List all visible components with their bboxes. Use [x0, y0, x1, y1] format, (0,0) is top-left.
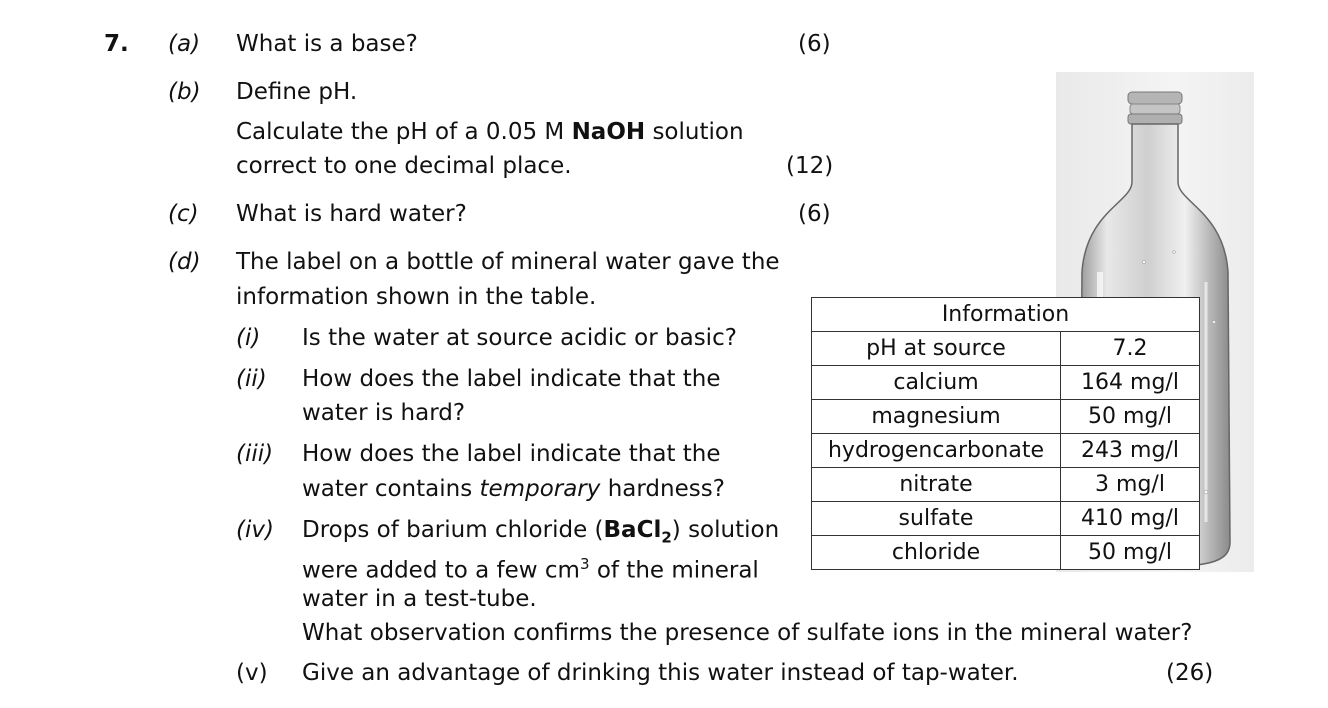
- table-cell-value: 50 mg/l: [1061, 400, 1200, 434]
- part-d-iv-text-1: [302, 516, 779, 552]
- part-d-iv-label: [236, 516, 274, 544]
- part-a-label: [168, 30, 200, 58]
- table-cell-key: magnesium: [812, 400, 1061, 434]
- part-d-i-text: Is the water at source acidic or basic?: [302, 325, 737, 351]
- part-d-label-text: (d): [168, 249, 201, 275]
- part-d-ii-label-text: (ii): [236, 366, 267, 392]
- part-d-ii-text-2: water is hard?: [302, 400, 466, 426]
- part-a-marks: (6): [798, 31, 831, 57]
- part-d-iv-text-1-post: ) solution: [671, 517, 780, 543]
- part-d-i-label-text: (i): [236, 325, 261, 351]
- table-row: [812, 502, 1200, 536]
- part-d-text-1: The label on a bottle of mineral water gave the: [236, 249, 780, 275]
- part-d-label: [168, 248, 201, 276]
- part-c-text: What is hard water?: [236, 201, 467, 227]
- part-d-i-label: [236, 324, 260, 352]
- part-b-text-1: Define pH.: [236, 79, 358, 105]
- table-cell-key: sulfate: [812, 502, 1061, 536]
- part-d-v-marks: (26): [1166, 660, 1214, 686]
- table-cell-value: 3 mg/l: [1061, 468, 1200, 502]
- bacl2-formula-base: BaCl: [603, 517, 662, 543]
- table-cell-value: 50 mg/l: [1061, 536, 1200, 570]
- part-b-text-2-pre: Calculate the pH of a 0.05 M: [236, 119, 572, 145]
- part-d-iv-text-2-pre: were added to a few cm: [302, 557, 580, 584]
- part-d-iv-text-2-post: of the mineral: [589, 557, 759, 584]
- table-cell-value: 410 mg/l: [1061, 502, 1200, 536]
- table-row: [812, 366, 1200, 400]
- table-cell-value: 7.2: [1061, 332, 1200, 366]
- naoh-formula: NaOH: [571, 119, 646, 145]
- part-d-iii-text-2: [302, 475, 725, 503]
- table-row: [812, 468, 1200, 502]
- table-cell-key: chloride: [812, 536, 1061, 570]
- part-d-iv-text-3: water in a test-tube.: [302, 586, 537, 612]
- part-d-iii-label: [236, 440, 273, 468]
- table-cell-value: 164 mg/l: [1061, 366, 1200, 400]
- part-c-label-text: (c): [168, 201, 199, 227]
- part-d-ii-text-1: How does the label indicate that the: [302, 366, 721, 392]
- table-row: [812, 332, 1200, 366]
- part-c-label: [168, 200, 199, 228]
- part-d-iv-text-2: [302, 550, 759, 585]
- part-b-text-3: correct to one decimal place.: [236, 153, 572, 179]
- information-table: [811, 297, 1200, 570]
- part-d-v-label: [236, 659, 268, 687]
- table-cell-key: nitrate: [812, 468, 1061, 502]
- information-table-header: Information: [812, 298, 1200, 332]
- table-cell-key: calcium: [812, 366, 1061, 400]
- part-a-text: What is a base?: [236, 31, 418, 57]
- temporary-emphasis: temporary: [479, 476, 601, 502]
- part-b-text-2: [236, 118, 744, 146]
- table-cell-key: pH at source: [812, 332, 1061, 366]
- table-row: [812, 536, 1200, 570]
- cm3-superscript: 3: [579, 555, 590, 573]
- question-number: 7.: [104, 31, 129, 57]
- table-row: [812, 434, 1200, 468]
- part-c-marks: (6): [798, 201, 831, 227]
- part-d-v-label-text: (v): [236, 660, 268, 686]
- part-d-iii-label-text: (iii): [236, 441, 274, 467]
- part-d-iv-text-1-pre: Drops of barium chloride (: [302, 517, 604, 543]
- part-b-text-2-post: solution: [645, 119, 744, 145]
- bacl2-subscript: 2: [661, 528, 672, 547]
- part-d-iii-text-2-pre: water contains: [302, 476, 480, 502]
- part-d-iii-text-2-post: hardness?: [600, 476, 725, 502]
- information-table-header-row: [812, 298, 1200, 332]
- part-b-label-text: (b): [168, 79, 201, 105]
- part-d-iv-text-4: What observation confirms the presence of sulfate ions in the mineral water?: [302, 620, 1193, 646]
- part-d-v-text: Give an advantage of drinking this water instead of tap-water.: [302, 660, 1019, 686]
- table-cell-key: hydrogencarbonate: [812, 434, 1061, 468]
- table-cell-value: 243 mg/l: [1061, 434, 1200, 468]
- part-b-marks: (12): [786, 153, 834, 179]
- bacl2-formula: [603, 517, 672, 547]
- part-d-iv-label-text: (iv): [236, 517, 274, 543]
- part-d-ii-label: [236, 365, 267, 393]
- part-b-label: [168, 78, 201, 106]
- part-d-iii-text-1: How does the label indicate that the: [302, 441, 721, 467]
- part-a-label-text: (a): [168, 31, 201, 57]
- part-d-text-2: information shown in the table.: [236, 284, 597, 310]
- table-row: [812, 400, 1200, 434]
